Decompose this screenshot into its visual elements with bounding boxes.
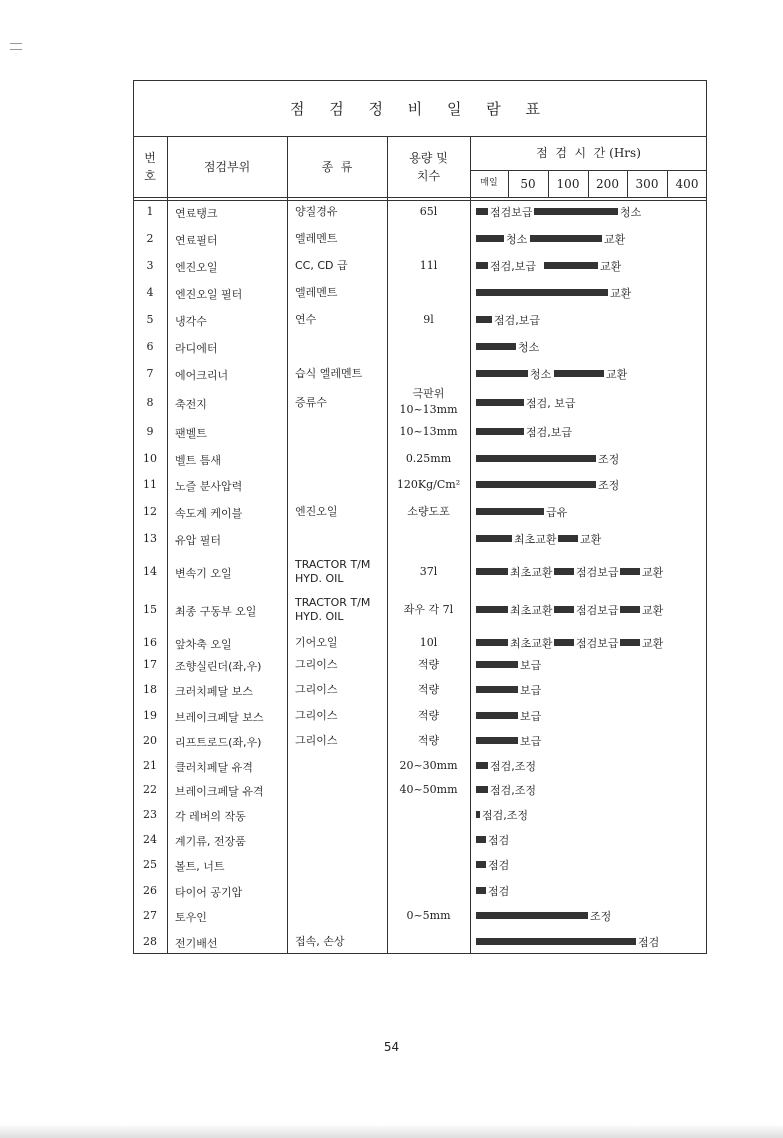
schedule-bar — [476, 606, 508, 613]
row-part: 연료탱크 — [175, 207, 218, 220]
schedule-label: 점검,보급 — [494, 314, 541, 327]
schedule-bar — [476, 316, 492, 323]
row-capacity: 좌우 각 7l — [403, 603, 454, 616]
row-number: 10 — [143, 452, 157, 465]
row-type: 증류수 — [295, 396, 327, 409]
schedule-bar — [476, 811, 480, 818]
row-part: 유압 필터 — [175, 534, 222, 547]
header-type: 종 류 — [321, 159, 353, 174]
row-part: 연료필터 — [175, 234, 218, 247]
schedule-bar — [476, 861, 486, 868]
schedule-label: 청소 — [506, 233, 528, 246]
schedule-label: 교환 — [580, 533, 602, 546]
row-capacity: 11l — [419, 259, 438, 272]
row-type: 그리이스 — [295, 658, 338, 671]
schedule-label: 교환 — [642, 566, 664, 579]
header-interval-300: 300 — [635, 176, 659, 191]
row-type: 그리이스 — [295, 683, 338, 696]
row-type: 엘레멘트 — [295, 286, 338, 299]
row-number: 1 — [146, 205, 154, 218]
row-capacity: 극판위 — [412, 387, 445, 400]
schedule-bar — [476, 887, 486, 894]
page-title: 점 검 정 비 일 람 표 — [289, 99, 551, 118]
row-part: 노즐 분사압력 — [175, 480, 243, 493]
schedule-bar — [476, 737, 518, 744]
row-capacity: 20~30mm — [399, 759, 458, 772]
schedule-label: 점검,조정 — [490, 784, 537, 797]
row-number: 15 — [143, 603, 157, 616]
row-capacity: 10~13mm — [399, 403, 458, 416]
schedule-label: 점검 — [488, 885, 510, 898]
page-number: 54 — [383, 1040, 400, 1054]
schedule-bar — [530, 235, 602, 242]
row-number: 9 — [146, 425, 154, 438]
row-part: 계기류, 전장품 — [175, 835, 246, 848]
schedule-label: 보급 — [520, 735, 542, 748]
row-part: 에어크리너 — [175, 369, 229, 382]
header-number-line2: 호 — [144, 168, 156, 183]
schedule-bar — [620, 639, 640, 646]
row-number: 14 — [143, 565, 157, 578]
schedule-label: 점검,조정 — [482, 809, 529, 822]
row-number: 12 — [143, 505, 157, 518]
schedule-bar — [476, 762, 488, 769]
schedule-bar — [476, 712, 518, 719]
schedule-bar — [554, 568, 574, 575]
schedule-bar — [476, 208, 488, 215]
row-type: 엔진오일 — [295, 505, 338, 518]
row-part: 전기배선 — [175, 937, 218, 950]
schedule-label: 점검 — [488, 834, 510, 847]
row-capacity: 120Kg/Cm² — [396, 478, 461, 491]
schedule-bar — [554, 370, 604, 377]
row-part: 최종 구동부 오일 — [175, 605, 257, 618]
row-type: 연수 — [295, 313, 317, 326]
row-part: 리프트로드(좌,우) — [175, 736, 262, 749]
row-number: 4 — [146, 286, 154, 299]
row-part: 축전지 — [175, 398, 207, 411]
schedule-bar — [558, 535, 578, 542]
schedule-label: 점검,보급 — [526, 426, 573, 439]
schedule-bar — [476, 639, 508, 646]
header-interval-200: 200 — [596, 176, 619, 191]
row-part: 변속기 오일 — [175, 567, 232, 580]
schedule-bar — [476, 428, 524, 435]
row-number: 27 — [143, 909, 157, 922]
row-number: 13 — [143, 532, 157, 545]
schedule-label: 교환 — [642, 637, 664, 650]
row-number: 5 — [146, 313, 154, 326]
schedule-label: 점검보급 — [576, 637, 619, 650]
header-inspection-time: 점 검 시 간 (Hrs) — [536, 146, 641, 160]
schedule-bar — [476, 535, 512, 542]
row-type: TRACTOR T/M — [295, 596, 371, 609]
row-type: 습식 엘레멘트 — [295, 367, 363, 380]
row-type: 기어오일 — [295, 636, 338, 649]
schedule-label: 최초교환 — [510, 637, 553, 650]
schedule-bar — [476, 262, 488, 269]
schedule-label: 보급 — [520, 710, 542, 723]
row-capacity: 65l — [419, 205, 438, 218]
row-number: 2 — [146, 232, 154, 245]
schedule-label: 점검,보급 — [490, 260, 537, 273]
row-number: 22 — [143, 783, 157, 796]
schedule-label: 점검 — [488, 859, 510, 872]
schedule-bar — [476, 938, 636, 945]
header-capacity-line1: 용량 및 — [409, 150, 448, 165]
header-interval-50: 50 — [520, 176, 536, 191]
row-number: 23 — [143, 808, 157, 821]
schedule-bar — [476, 568, 508, 575]
row-part: 엔진오일 — [175, 261, 218, 274]
row-part: 크러치페달 보스 — [175, 685, 253, 698]
row-type: HYD. OIL — [295, 610, 344, 623]
schedule-bar — [534, 208, 618, 215]
schedule-label: 청소 — [620, 206, 642, 219]
header-interval-400: 400 — [675, 176, 699, 191]
row-type: 양질경유 — [295, 205, 338, 218]
row-capacity: 소량도포 — [407, 505, 450, 518]
row-type: HYD. OIL — [295, 572, 344, 585]
row-part: 브레이크페달 보스 — [175, 711, 264, 724]
row-part: 각 레버의 작동 — [175, 810, 246, 823]
row-number: 6 — [146, 340, 154, 353]
scan-mark — [10, 43, 22, 44]
schedule-label: 점검보급 — [490, 206, 533, 219]
schedule-label: 급유 — [546, 506, 568, 519]
header-capacity-line2: 치수 — [416, 168, 441, 183]
schedule-label: 교환 — [606, 368, 628, 381]
header-interval-100: 100 — [556, 176, 580, 191]
header-number — [133, 136, 167, 197]
row-part: 속도계 케이블 — [175, 507, 243, 520]
row-number: 26 — [143, 884, 157, 897]
schedule-label: 교환 — [600, 260, 622, 273]
row-part: 엔진오일 필터 — [175, 288, 243, 301]
schedule-label: 교환 — [604, 233, 626, 246]
schedule-bar — [620, 606, 640, 613]
row-capacity: 적량 — [417, 709, 440, 722]
row-type: CC, CD 급 — [295, 259, 348, 272]
schedule-bar — [476, 686, 518, 693]
header-part: 점검부위 — [203, 159, 251, 174]
row-type: 엘레멘트 — [295, 232, 338, 245]
row-number: 7 — [146, 367, 154, 380]
row-type: 접속, 손상 — [295, 935, 345, 948]
row-number: 18 — [143, 683, 157, 696]
row-capacity: 적량 — [417, 734, 440, 747]
grid-line — [133, 197, 707, 198]
row-type: 그리이스 — [295, 734, 338, 747]
row-number: 28 — [143, 935, 157, 948]
schedule-bar — [476, 912, 588, 919]
schedule-bar — [476, 661, 518, 668]
schedule-label: 최초교환 — [514, 533, 557, 546]
schedule-label: 최초교환 — [510, 566, 553, 579]
row-number: 20 — [143, 734, 157, 747]
header-capacity — [387, 136, 470, 197]
schedule-bar — [476, 836, 486, 843]
schedule-label: 최초교환 — [510, 604, 553, 617]
row-capacity: 적량 — [417, 658, 440, 671]
header-interval-daily: 매일 — [480, 177, 498, 188]
schedule-bar — [476, 235, 504, 242]
row-part: 토우인 — [175, 911, 207, 924]
schedule-bar — [476, 786, 488, 793]
row-number: 8 — [146, 396, 154, 409]
schedule-label: 점검보급 — [576, 566, 619, 579]
schedule-bar — [476, 343, 516, 350]
schedule-bar — [476, 455, 596, 462]
row-part: 벨트 틈새 — [175, 454, 222, 467]
schedule-label: 교환 — [642, 604, 664, 617]
row-part: 볼트, 너트 — [175, 860, 225, 873]
row-number: 3 — [146, 259, 154, 272]
row-capacity: 10~13mm — [399, 425, 458, 438]
row-part: 팬벨트 — [175, 427, 207, 440]
schedule-bar — [554, 639, 574, 646]
schedule-label: 점검보급 — [576, 604, 619, 617]
schedule-label: 청소 — [530, 368, 552, 381]
schedule-bar — [476, 481, 596, 488]
scan-edge — [0, 1124, 783, 1138]
schedule-label: 점검,조정 — [490, 760, 537, 773]
row-capacity: 37l — [419, 565, 438, 578]
row-part: 앞차축 오일 — [175, 638, 232, 651]
row-capacity: 적량 — [417, 683, 440, 696]
schedule-label: 조정 — [590, 910, 612, 923]
header-number-line1: 번 — [144, 150, 156, 165]
row-number: 21 — [143, 759, 157, 772]
schedule-bar — [476, 370, 528, 377]
row-part: 냉각수 — [175, 315, 207, 328]
grid-line — [287, 136, 288, 954]
row-type: TRACTOR T/M — [295, 558, 371, 571]
row-part: 라디에터 — [175, 342, 218, 355]
row-capacity: 9l — [423, 313, 434, 326]
row-part: 조향실린더(좌,우) — [175, 660, 262, 673]
grid-line — [470, 136, 471, 954]
row-number: 25 — [143, 858, 157, 871]
row-part: 클러치페달 유격 — [175, 761, 253, 774]
row-type: 그리이스 — [295, 709, 338, 722]
row-number: 16 — [143, 636, 157, 649]
grid-line — [133, 200, 707, 201]
schedule-bar — [544, 262, 598, 269]
schedule-label: 보급 — [520, 684, 542, 697]
row-number: 24 — [143, 833, 157, 846]
schedule-label: 청소 — [518, 341, 540, 354]
row-number: 11 — [143, 478, 157, 491]
row-part: 브레이크페달 유격 — [175, 785, 264, 798]
row-capacity: 0~5mm — [406, 909, 451, 922]
row-capacity: 40~50mm — [399, 783, 458, 796]
grid-line — [167, 136, 168, 954]
row-capacity: 10l — [419, 636, 438, 649]
schedule-label: 보급 — [520, 659, 542, 672]
schedule-label: 점검 — [638, 936, 660, 949]
schedule-bar — [476, 508, 544, 515]
row-capacity: 0.25mm — [405, 452, 452, 465]
scan-mark — [10, 49, 22, 50]
schedule-bar — [620, 568, 640, 575]
row-number: 19 — [143, 709, 157, 722]
schedule-label: 점검, 보급 — [526, 397, 576, 410]
schedule-label: 조정 — [598, 479, 620, 492]
schedule-label: 교환 — [610, 287, 632, 300]
schedule-bar — [554, 606, 574, 613]
schedule-bar — [476, 289, 608, 296]
schedule-label: 조정 — [598, 453, 620, 466]
row-number: 17 — [143, 658, 157, 671]
row-part: 타이어 공기압 — [175, 886, 243, 899]
schedule-bar — [476, 399, 524, 406]
